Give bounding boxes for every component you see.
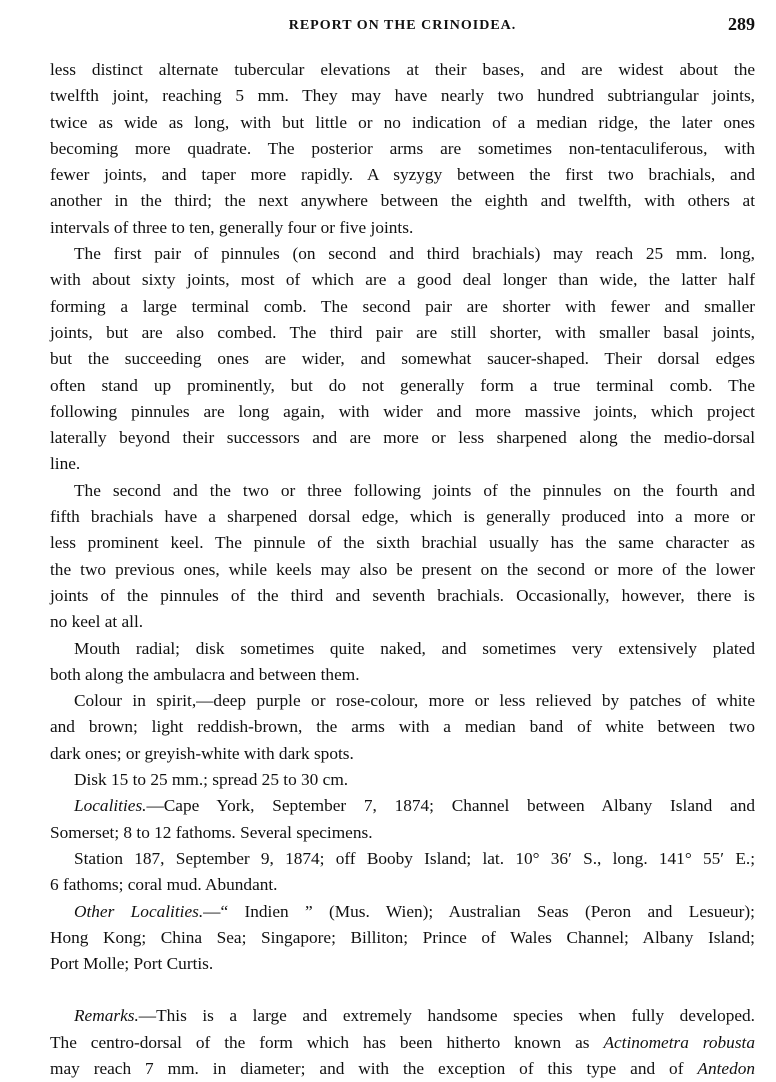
text-segment: twice as wide as long, with but little or no indication of a median ridge, the later ones bbox=[50, 112, 755, 132]
text-segment: may reach 7 mm. in diameter; and with the exception of this type and of bbox=[50, 1058, 698, 1078]
text-line bbox=[50, 636, 755, 662]
paragraph bbox=[50, 846, 755, 899]
text-line bbox=[50, 583, 755, 609]
text-segment: dark ones; or greyish-white with dark spots. bbox=[50, 743, 354, 763]
text-line bbox=[50, 267, 755, 293]
text-line bbox=[50, 793, 755, 819]
text-line bbox=[50, 951, 755, 977]
text-line bbox=[50, 609, 755, 635]
text-segment: but the succeeding ones are wider, and somewhat saucer-shaped. Their dorsal edges bbox=[50, 349, 755, 369]
text-segment: joints, but are also combed. The third pair are still shorter, with smaller basal joints, bbox=[50, 322, 755, 342]
paragraph bbox=[50, 1003, 755, 1082]
text-line bbox=[50, 714, 755, 740]
text-line bbox=[50, 899, 755, 925]
text-line bbox=[50, 820, 755, 846]
text-line bbox=[50, 162, 755, 188]
text-segment: fewer joints, and taper more rapidly. A syzygy between the first two brachials, and bbox=[50, 165, 755, 185]
text-line bbox=[50, 136, 755, 162]
text-line bbox=[50, 872, 755, 898]
text-segment: laterally beyond their successors and are more or less sharpened along the medio-dorsal bbox=[50, 428, 755, 448]
text-segment: joints of the pinnules of the third and seventh brachials. Occasionally, however, there is bbox=[50, 585, 755, 605]
text-line bbox=[50, 294, 755, 320]
text-segment: another in the third; the next anywhere between the eighth and twelfth, with others at bbox=[50, 191, 755, 211]
text-line bbox=[50, 925, 755, 951]
italic-text: Remarks. bbox=[74, 1006, 139, 1026]
text-line bbox=[50, 215, 755, 241]
text-segment: Port Molle; Port Curtis. bbox=[50, 954, 214, 974]
text-segment: fifth brachials have a sharpened dorsal edge, which is generally produced into a more or bbox=[50, 507, 755, 527]
text-segment: both along the ambulacra and between them. bbox=[50, 664, 360, 684]
text-segment: Somerset; 8 to 12 fathoms. Several specimens. bbox=[50, 822, 373, 842]
text-segment: The centro-dorsal of the form which has been hitherto known as bbox=[50, 1032, 604, 1052]
paragraph bbox=[50, 793, 755, 846]
text-segment: following pinnules are long again, with wider and more massive joints, which project bbox=[50, 401, 755, 421]
paragraph bbox=[50, 478, 755, 636]
text-segment: The second and the two or three following joints of the pinnules on the fourth and bbox=[74, 480, 755, 500]
text-line bbox=[50, 1030, 755, 1056]
paragraph bbox=[50, 688, 755, 767]
text-segment: Station 187, September 9, 1874; off Booby Island; lat. 10° 36′ S., long. 141° 55′ E.; bbox=[74, 848, 755, 868]
text-line bbox=[50, 741, 755, 767]
text-segment: Colour in spirit,—deep purple or rose-colour, more or less relieved by patches of white bbox=[74, 691, 755, 711]
text-line bbox=[50, 425, 755, 451]
text-line bbox=[50, 320, 755, 346]
paragraph bbox=[50, 57, 755, 241]
text-segment: becoming more quadrate. The posterior arms are sometimes non-tentaculiferous, with bbox=[50, 138, 755, 158]
text-line bbox=[50, 688, 755, 714]
text-line bbox=[50, 1056, 755, 1082]
text-line bbox=[50, 478, 755, 504]
italic-text: Antedon bbox=[697, 1058, 755, 1078]
italic-text: Other Localities. bbox=[74, 901, 204, 921]
text-segment: Disk 15 to 25 mm.; spread 25 to 30 cm. bbox=[74, 770, 349, 790]
paragraph bbox=[50, 636, 755, 689]
text-segment: —Cape York, September 7, 1874; Channel between Albany Island and bbox=[146, 796, 755, 816]
text-line bbox=[50, 662, 755, 688]
page-number: 289 bbox=[728, 14, 755, 34]
text-line bbox=[50, 557, 755, 583]
text-line bbox=[50, 1003, 755, 1029]
text-line bbox=[50, 846, 755, 872]
text-line bbox=[50, 110, 755, 136]
text-segment: less prominent keel. The pinnule of the sixth brachial usually has the same character as bbox=[50, 533, 755, 553]
text-segment: and brown; light reddish-brown, the arms with a median band of white between two bbox=[50, 717, 755, 737]
text-segment: twelfth joint, reaching 5 mm. They may have nearly two hundred subtriangular joints, bbox=[50, 86, 755, 106]
text-segment: The first pair of pinnules (on second and third brachials) may reach 25 mm. long, bbox=[74, 244, 755, 264]
page-header bbox=[50, 14, 755, 40]
text-line bbox=[50, 241, 755, 267]
paragraph bbox=[50, 241, 755, 478]
text-segment: Hong Kong; China Sea; Singapore; Billiton; Prince of Wales Channel; Albany Island; bbox=[50, 927, 755, 947]
text-segment: no keel at all. bbox=[50, 612, 144, 632]
text-line bbox=[50, 530, 755, 556]
text-segment: —“ Indien ” (Mus. Wien); Australian Seas (Peron and Lesueur); bbox=[203, 901, 755, 921]
text-line bbox=[50, 373, 755, 399]
italic-text: Actinometra robusta bbox=[603, 1032, 755, 1052]
text-segment: often stand up prominently, but do not generally form a true terminal comb. The bbox=[50, 375, 755, 395]
text-segment: less distinct alternate tubercular elevations at their bases, and are widest about the bbox=[50, 60, 755, 79]
text-line bbox=[50, 504, 755, 530]
paragraph bbox=[50, 767, 755, 793]
text-segment: —This is a large and extremely handsome species when fully developed. bbox=[138, 1006, 755, 1026]
text-segment: with about sixty joints, most of which are a good deal longer than wide, the latter half bbox=[50, 270, 755, 290]
body-text bbox=[50, 57, 755, 1082]
running-title: REPORT ON THE CRINOIDEA. bbox=[288, 18, 517, 33]
italic-text: Localities. bbox=[74, 796, 147, 816]
text-line bbox=[50, 399, 755, 425]
text-segment: the two previous ones, while keels may also be present on the second or more of the lower bbox=[50, 559, 755, 579]
text-segment: 6 fathoms; coral mud. Abundant. bbox=[50, 875, 278, 895]
text-line bbox=[50, 346, 755, 372]
text-segment: Mouth radial; disk sometimes quite naked, and sometimes very extensively plated bbox=[74, 638, 755, 658]
text-segment: intervals of three to ten, generally four or five joints. bbox=[50, 217, 414, 237]
text-segment: forming a large terminal comb. The second pair are shorter with fewer and smaller bbox=[50, 296, 755, 316]
text-line bbox=[50, 767, 755, 793]
text-line bbox=[50, 188, 755, 214]
text-line bbox=[50, 83, 755, 109]
text-line bbox=[50, 451, 755, 477]
text-line bbox=[50, 57, 755, 83]
paragraph bbox=[50, 899, 755, 978]
text-segment: line. bbox=[50, 454, 81, 474]
